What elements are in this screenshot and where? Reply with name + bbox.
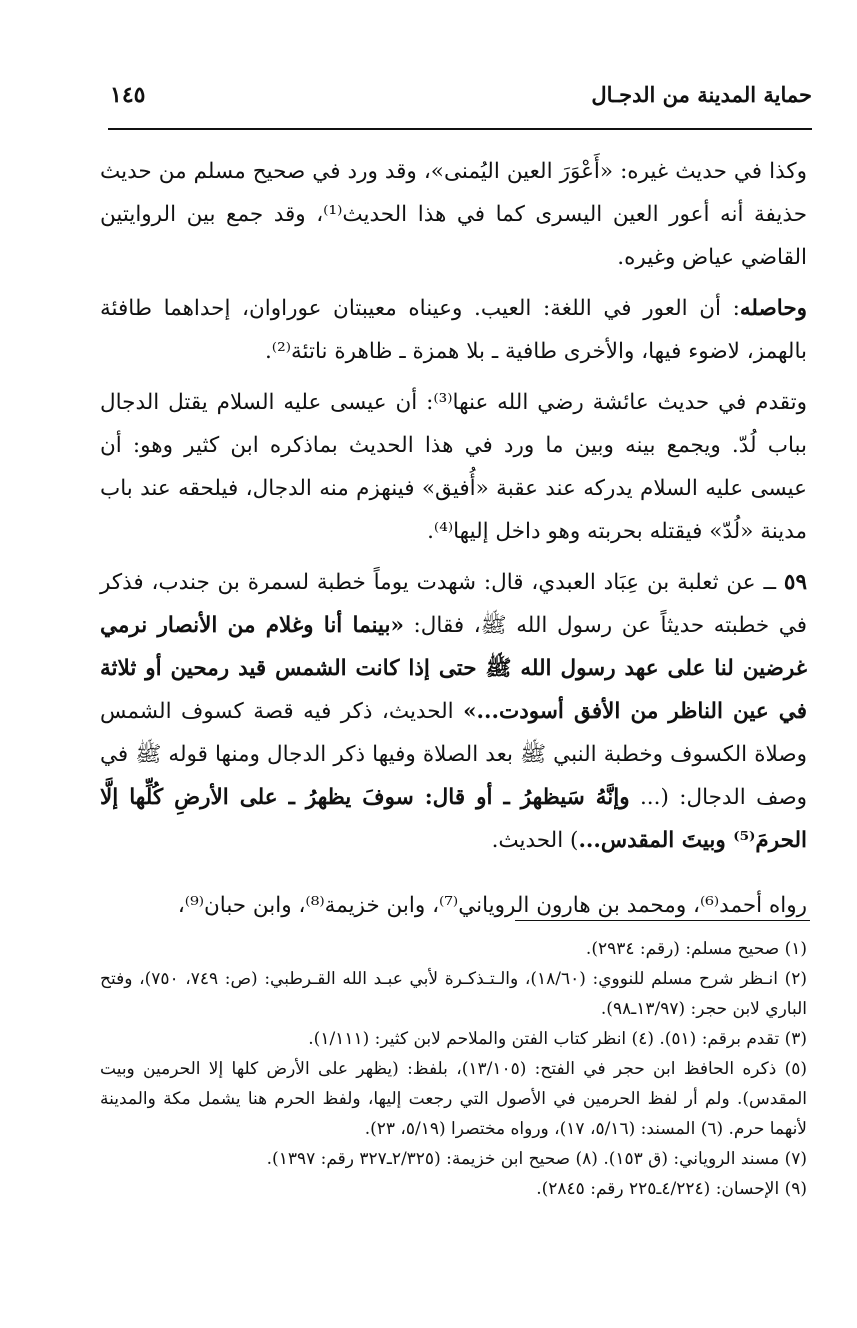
footnotes <box>100 934 807 1204</box>
hadith-quote: «بينما أنا وغلام من الأنصار نرمي غرضين لنا على عهد رسول الله ﷺ حتى إذا كانت الشمس قيد رمحين أو ثلاثة في عين الناظر من الأفق أسودت...» <box>100 613 807 724</box>
running-title: حماية المدينة من الدجـال <box>591 82 812 107</box>
main-text <box>100 150 807 935</box>
hadith-intro: ــ عن ثعلبة بن عِبَاد العبدي، قال: شهدت يوماً خطبة لسمرة بن جندب، فذكر في خطبته حديثاً عن رسول الله ﷺ، فقال: <box>100 570 807 638</box>
spacer <box>100 870 807 884</box>
footnote-2: (٢) انـظر شرح مسلم للنووي: (١٨/٦٠)، والـتـذكـرة لأبي عبـد الله القـرطبي: (ص: ٧٤٩، ٧٥٠)، وفتح الباري لابن حجر: (١٣/٩٧ـ٩٨). <box>100 969 807 1019</box>
hadith-end: ) الحديث. <box>491 828 579 853</box>
hadith-quote-2: وإنَّهُ سَيظهرُ ـ أو قال: سوفَ يظهرُ ـ على الأرضِ كُلِّها إلَّا الحرمَ⁽⁵⁾ وبيتَ المقدس... <box>100 785 807 853</box>
hadith-number: ٥٩ <box>783 570 807 595</box>
paragraph-2 <box>100 287 807 373</box>
footnote-3-4: (٣) تقدم برقم: (٥١). (٤) انظر كتاب الفتن والملاحم لابن كثير: (١/١١١). <box>308 1029 807 1049</box>
narrators-line: رواه أحمد⁽⁶⁾، ومحمد بن هارون الروياني⁽⁷⁾، وابن خزيمة⁽⁸⁾، وابن حبان⁽⁹⁾، <box>177 893 807 918</box>
footnote-7-8: (٧) مسند الروياني: (ق ١٥٣). (٨) صحيح ابن خزيمة: (٢/٣٢٥ـ٣٢٧ رقم: ١٣٩٧). <box>266 1149 807 1169</box>
paragraph-2-lead: وحاصله <box>739 296 807 321</box>
paragraph-3: وتقدم في حديث عائشة رضي الله عنها⁽³⁾: أن عيسى عليه السلام يقتل الدجال بباب لُدّ. ويجمع بينه وبين ما ورد في هذا الحديث بماذكره ابن كثير وهو: أن عيسى عليه السلام يدركه عند عقبة «أُفيق» فينهزم منه الدجال، فيلحقه عند باب مدينة «لُدّ» فيقتله بحربته وهو داخل إليها⁽⁴⁾. <box>100 390 807 544</box>
paragraph-1: وكذا في حديث غيره: «أَعْوَرَ العين اليُمنى»، وقد ورد في صحيح مسلم من حديث حذيفة أنه أعور العين اليسرى كما في هذا الحديث⁽¹⁾، وقد جمع بين الروايتين القاضي عياض وغيره. <box>100 159 807 270</box>
page-number: ١٤٥ <box>110 82 146 108</box>
running-header <box>110 78 812 118</box>
footnote-9: (٩) الإحسان: (٤/٢٢٤ـ٢٢٥ رقم: ٢٨٤٥). <box>536 1179 807 1199</box>
footnote-1: (١) صحيح مسلم: (رقم: ٢٩٣٤). <box>585 939 807 959</box>
paragraph-2-text: : أن العور في اللغة: العيب. وعيناه معيبتان عوراوان، إحداهما طافئة بالهمز، لاضوء فيها، والأخرى طافية ـ بلا همزة ـ ظاهرة ناتئة⁽²⁾. <box>100 296 807 364</box>
hadith-summary: الحديث، ذكر فيه قصة كسوف الشمس وصلاة الكسوف وخطبة النبي ﷺ بعد الصلاة وفيها ذكر الدجال ومنها قوله ﷺ في وصف الدجال: (... <box>100 699 807 810</box>
hadith-59 <box>100 561 807 862</box>
header-divider <box>108 128 812 130</box>
footnote-5-6: (٥) ذكره الحافظ ابن حجر في الفتح: (١٣/١٠٥)، بلفظ: (يظهر على الأرض كلها إلا الحرمين وبيت المقدس). ولم أر لفظ الحرمين في الأصول التي رجعت إليها، ولفظ الحرم هنا يشمل مكة والمدينة لأنهما حرم. (٦) المسند: (٥/١٦، ١٧)، ورواه مختصرا (٥/١٩، ٢٣). <box>100 1059 808 1139</box>
footnote-divider <box>515 920 810 921</box>
